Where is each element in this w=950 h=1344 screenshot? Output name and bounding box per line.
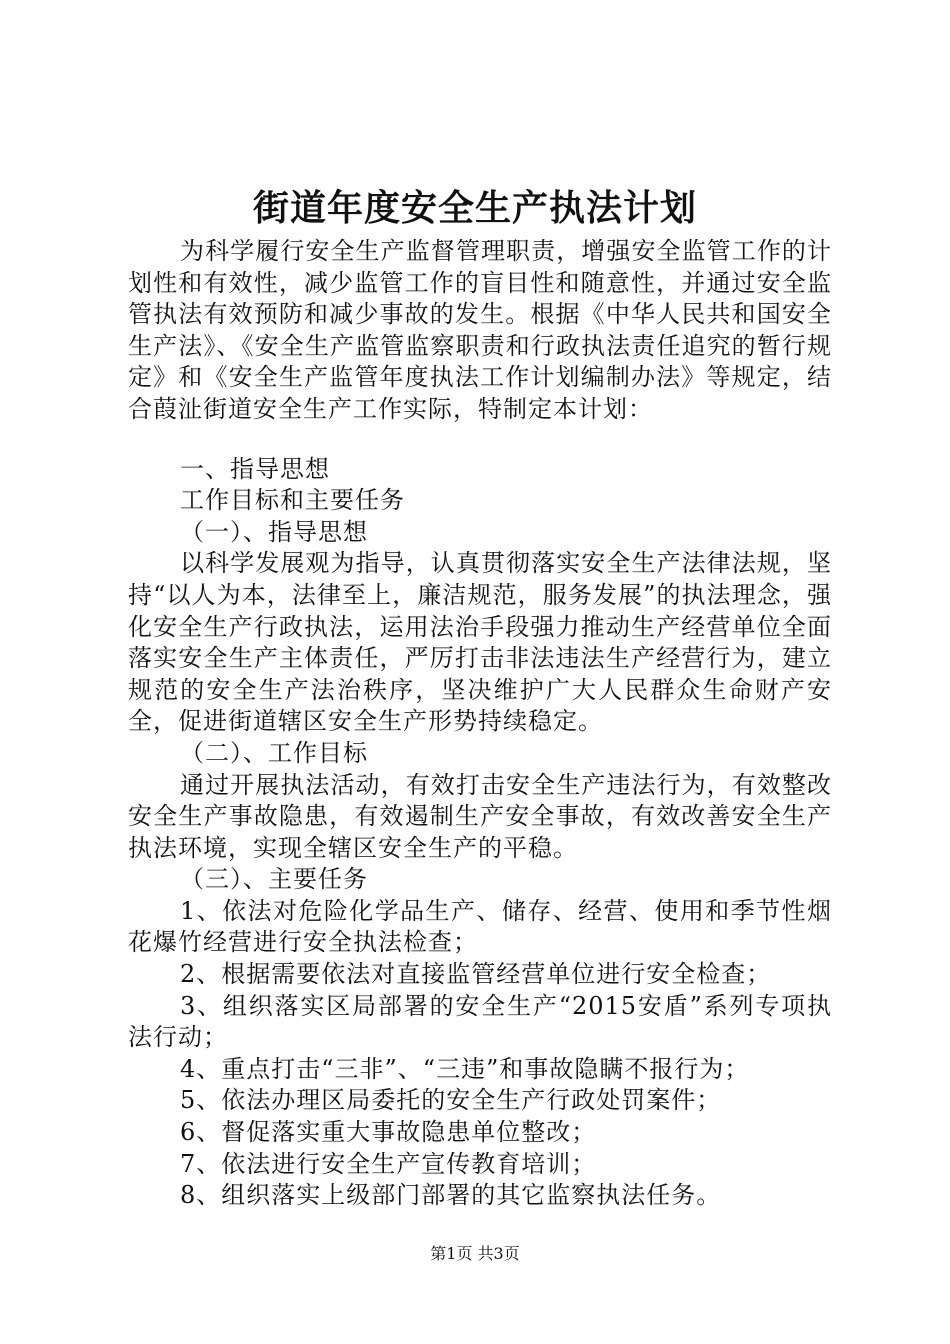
subsection-heading-1: （一）、指导思想 (180, 517, 368, 546)
task-item-7: 7、依法进行安全生产宣传教育培训； (180, 1149, 597, 1178)
task-item-3: 3、组织落实区局部署的安全生产“2015安盾”系列专项执法行动； (128, 991, 832, 1052)
document-body (128, 236, 832, 1212)
work-goal-paragraph: 通过开展执法活动，有效打击安全生产违法行为，有效整改安全生产事故隐患，有效遏制生产安全事故，有效改善安全生产执法环境，实现全辖区安全生产的平稳。 (128, 770, 832, 862)
task-item-6: 6、督促落实重大事故隐患单位整改； (180, 1118, 597, 1147)
subsection-heading-2: （二）、工作目标 (180, 738, 368, 767)
task-item-5: 5、依法办理区局委托的安全生产行政处罚案件； (180, 1086, 722, 1115)
section-heading-goals-and-tasks: 工作目标和主要任务 (180, 486, 405, 515)
section-heading-guiding-ideology: 一、指导思想 (180, 454, 330, 483)
task-item-4: 4、重点打击“三非”、“三违”和事故隐瞒不报行为； (180, 1054, 750, 1083)
task-item-1: 1、依法对危险化学品生产、储存、经营、使用和季节性烟花爆竹经营进行安全执法检查； (128, 896, 832, 957)
guiding-ideology-paragraph: 以科学发展观为指导，认真贯彻落实安全生产法律法规，坚持“以人为本，法律至上，廉洁规范，服务发展”的执法理念，强化安全生产行政执法，运用法治手段强力推动生产经营单位全面落实安全生产主体责任，严厉打击非法违法生产经营行为，建立规范的安全生产法治秩序，坚决维护广大人民群众生命财产安全，促进街道辖区安全生产形势持续稳定。 (128, 549, 832, 736)
document-title: 街道年度安全生产执法计划 (252, 187, 697, 229)
intro-paragraph: 为科学履行安全生产监督管理职责，增强安全监管工作的计划性和有效性，减少监管工作的盲目性和随意性，并通过安全监管执法有效预防和减少事故的发生。根据《中华人民共和国安全生产法》、《安全生产监管监察职责和行政执法责任追究的暂行规定》和《安全生产监管年度执法工作计划编制办法》等规定，结合葭沚街道安全生产工作实际，特制定本计划： (128, 237, 832, 423)
page-footer: 第1页 共3页 (430, 1244, 520, 1263)
subsection-heading-3: （三）、主要任务 (180, 865, 368, 894)
task-item-2: 2、根据需要依法对直接监管经营单位进行安全检查； (180, 960, 772, 989)
task-item-8: 8、组织落实上级部门部署的其它监察执法任务。 (180, 1181, 722, 1210)
